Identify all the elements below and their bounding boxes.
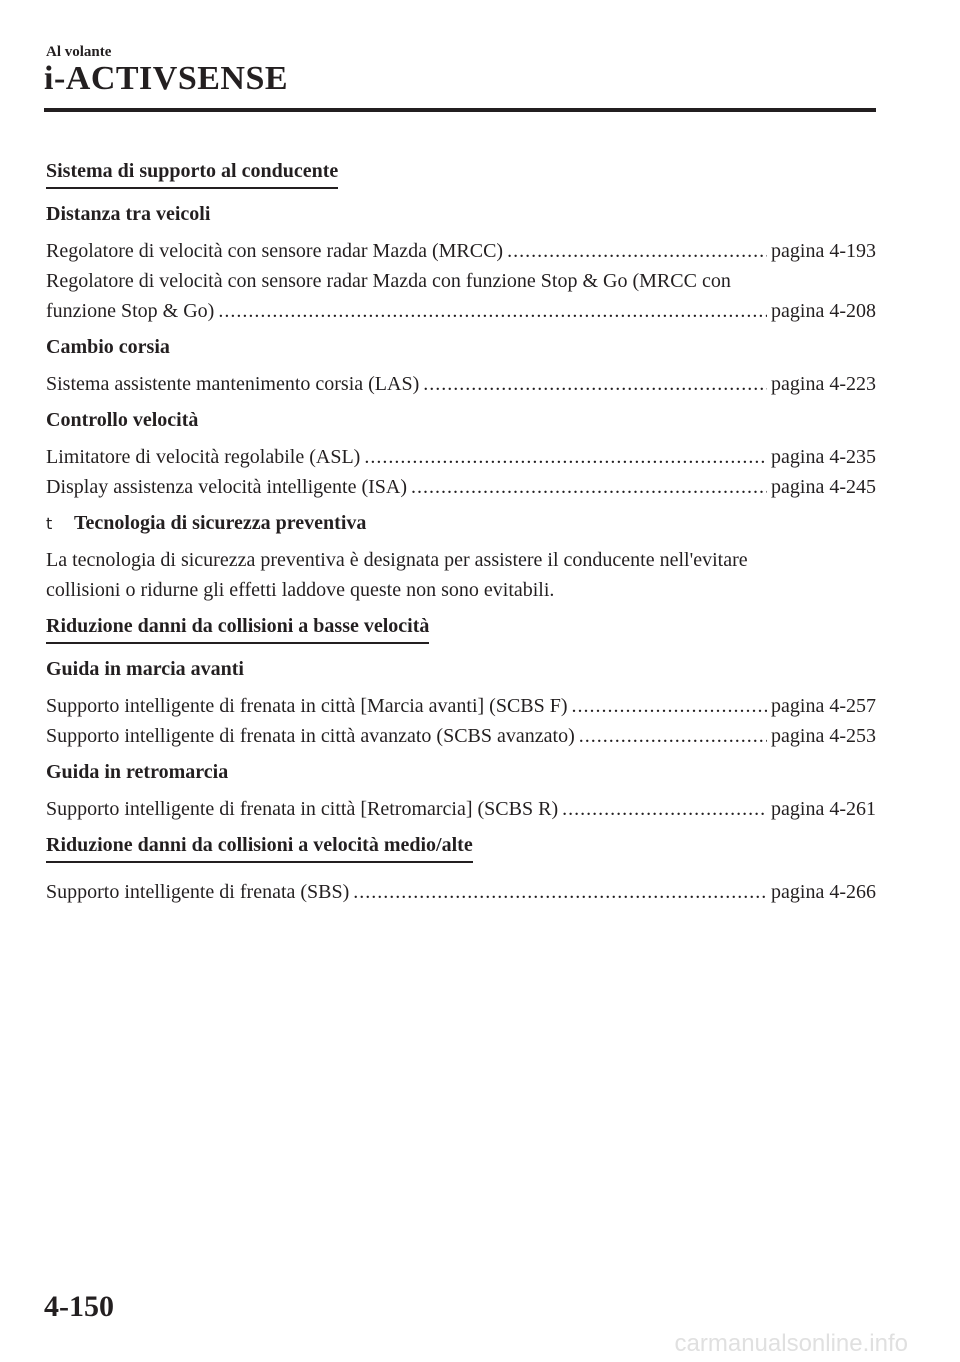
dot-leader (507, 236, 767, 266)
body-paragraph-line: collisioni o ridurne gli effetti laddove queste non sono evitabili. (46, 579, 555, 601)
toc-entry-text: Supporto intelligente di frenata (SBS) (46, 881, 350, 903)
watermark: carmanualsonline.info (674, 1330, 908, 1357)
toc-entry-sbs[interactable] (46, 877, 876, 907)
toc-entry-mrcc-stop-go[interactable] (46, 296, 876, 326)
bullet-icon: t (46, 514, 53, 533)
dot-leader (423, 369, 767, 399)
toc-entry-page: pagina 4-257 (771, 695, 876, 717)
toc-entry-asl[interactable] (46, 442, 876, 472)
dot-leader (364, 442, 767, 472)
toc-entry-text: Display assistenza velocità intelligente (ISA) (46, 476, 408, 498)
toc-entry-page: pagina 4-261 (771, 798, 876, 820)
toc-entry-scbs-f[interactable] (46, 691, 876, 721)
toc-entry-text: funzione Stop & Go) (46, 300, 215, 322)
toc-entry-page: pagina 4-193 (771, 240, 876, 262)
toc-entry-page: pagina 4-223 (771, 373, 876, 395)
dot-leader (562, 794, 767, 824)
page-number: 4-150 (44, 1290, 114, 1323)
running-head: Al volante (46, 44, 112, 60)
subheading-forward: Guida in marcia avanti (46, 658, 244, 680)
dot-leader (411, 472, 767, 502)
toc-entry-text: Regolatore di velocità con sensore radar Mazda (MRCC) (46, 240, 504, 262)
dot-leader (579, 721, 767, 751)
bullet-heading-text: Tecnologia di sicurezza preventiva (74, 512, 367, 534)
bullet-heading-preventive (46, 512, 876, 535)
dot-leader (353, 877, 767, 907)
subheading-reverse: Guida in retromarcia (46, 761, 229, 783)
toc-entry-page: pagina 4-245 (771, 476, 876, 498)
subheading-lane-change: Cambio corsia (46, 336, 170, 358)
toc-entry-page: pagina 4-253 (771, 725, 876, 747)
subheading-distance: Distanza tra veicoli (46, 203, 211, 225)
toc-entry-line: Regolatore di velocità con sensore radar Mazda con funzione Stop & Go (MRCC con (46, 270, 731, 292)
chapter-title: i-ACTIVSENSE (44, 60, 289, 97)
toc-entry-mrcc[interactable] (46, 236, 876, 266)
dot-leader (572, 691, 767, 721)
toc-entry-text: Supporto intelligente di frenata in città [Marcia avanti] (SCBS F) (46, 695, 568, 717)
section-heading-low-speed: Riduzione danni da collisioni a basse velocità (46, 615, 429, 644)
page-content (46, 160, 876, 907)
toc-entry-text: Supporto intelligente di frenata in città [Retromarcia] (SCBS R) (46, 798, 559, 820)
section-heading-driver-support: Sistema di supporto al conducente (46, 160, 338, 189)
toc-entry-page: pagina 4-266 (771, 881, 876, 903)
toc-entry-scbs-advanced[interactable] (46, 721, 876, 751)
subheading-speed-control: Controllo velocità (46, 409, 199, 431)
body-paragraph-line: La tecnologia di sicurezza preventiva è designata per assistere il conducente nell'evitare (46, 549, 748, 571)
dot-leader (218, 296, 767, 326)
toc-entry-text: Sistema assistente mantenimento corsia (LAS) (46, 373, 420, 395)
toc-entry-page: pagina 4-208 (771, 300, 876, 322)
toc-entry-scbs-r[interactable] (46, 794, 876, 824)
toc-entry-las[interactable] (46, 369, 876, 399)
toc-entry-text: Supporto intelligente di frenata in città avanzato (SCBS avanzato) (46, 725, 575, 747)
title-rule (44, 108, 876, 112)
toc-entry-text: Limitatore di velocità regolabile (ASL) (46, 446, 361, 468)
toc-entry-isa[interactable] (46, 472, 876, 502)
section-heading-mid-high-speed: Riduzione danni da collisioni a velocità medio/alte (46, 834, 473, 863)
toc-entry-page: pagina 4-235 (771, 446, 876, 468)
